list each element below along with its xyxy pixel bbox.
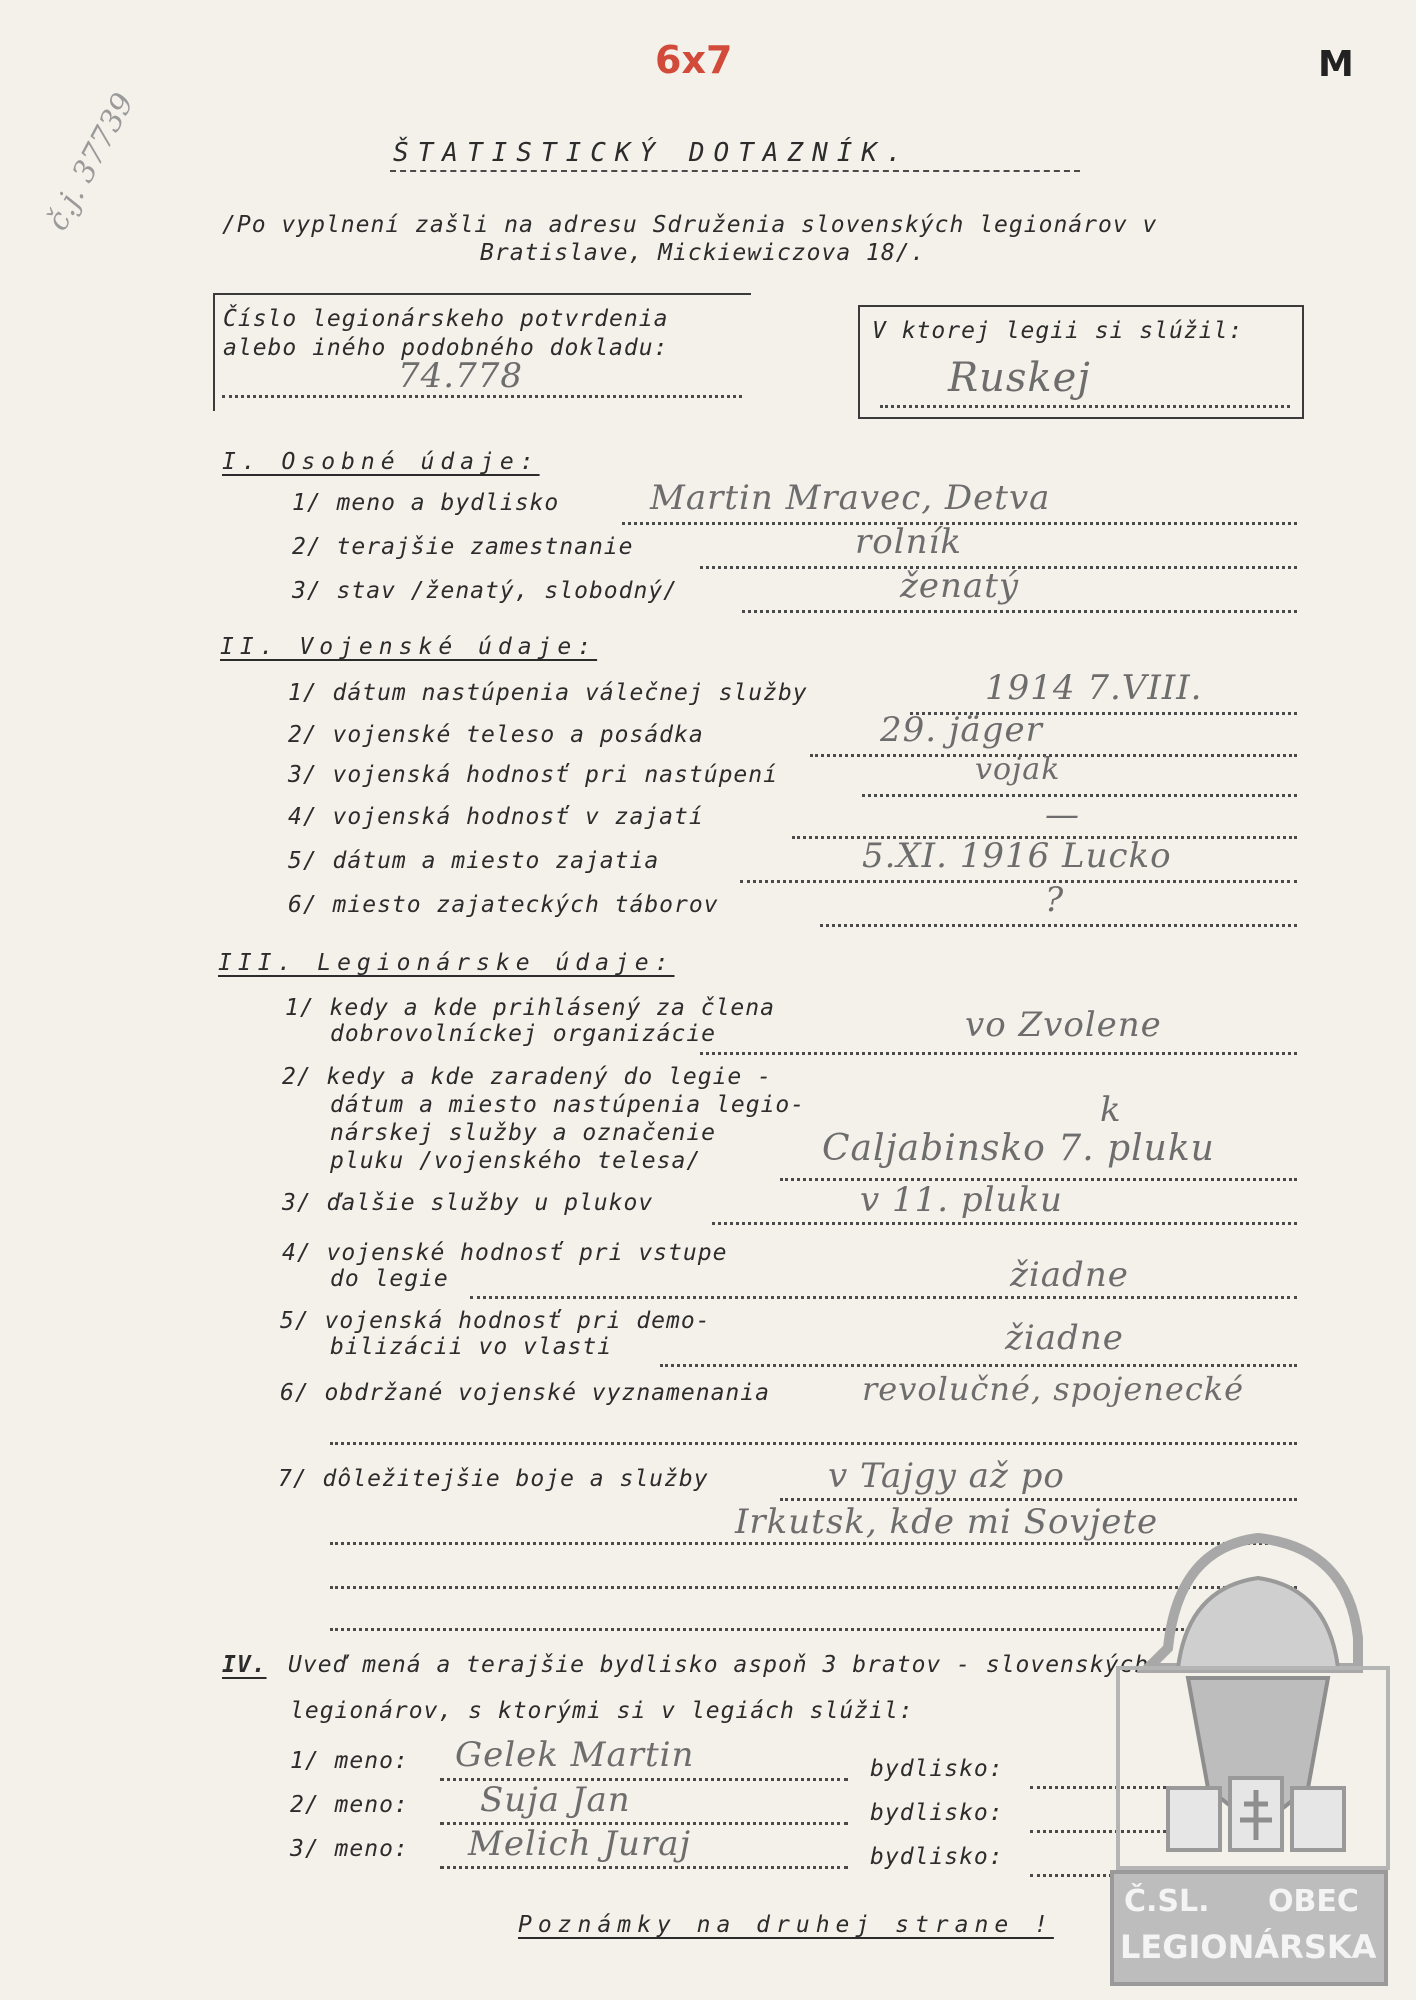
s4-row2-meno-label: 2/ meno: <box>290 1792 409 1818</box>
s3-item1-value: vo Zvolene <box>965 1005 1162 1045</box>
s3-item3-value: v 11. pluku <box>860 1180 1063 1220</box>
s3-item4-value: žiadne <box>1010 1255 1129 1295</box>
legionnaire-emblem-icon <box>1108 1528 1390 1988</box>
section2-heading: II. Vojenské údaje: <box>220 634 598 660</box>
instruction-line1: /Po vyplnení zašli na adresu Sdruženia slovenských legionárov v <box>222 212 1158 238</box>
s2-item1-label: 1/ dátum nastúpenia válečnej služby <box>288 680 808 706</box>
s3-item7-value1: v Tajgy až po <box>828 1456 1065 1496</box>
s3-item6-label: 6/ obdržané vojenské vyznamenania <box>280 1380 770 1406</box>
s2-item5-label: 5/ dátum a miesto zajatia <box>288 848 660 874</box>
s3-item1-dots <box>700 1052 1297 1055</box>
s1-item1-value: Martin Mravec, Detva <box>650 478 1051 518</box>
s2-item5-dots <box>740 880 1297 883</box>
section4-heading: IV. <box>222 1652 267 1678</box>
s3-item7-label: 7/ dôležitejšie boje a služby <box>278 1466 709 1492</box>
s4-row3-meno-dots <box>440 1866 848 1869</box>
s2-item4-value: — <box>1045 795 1080 835</box>
title-underline <box>390 170 1080 172</box>
s3-item3-label: 3/ ďalšie služby u plukov <box>282 1190 654 1216</box>
s3-item4-line1: 4/ vojenské hodnosť pri vstupe <box>282 1240 728 1266</box>
section4-text-line1: Uveď mená a terajšie bydlisko aspoň 3 bratov - slovenských <box>288 1652 1150 1678</box>
s3-item7-value2: Irkutsk, kde mi Sovjete <box>735 1502 1159 1542</box>
box-left-label1: Číslo legionárskeho potvrdenia <box>223 306 669 332</box>
stamp-line2: OBEC <box>1268 1884 1359 1919</box>
s2-item5-value: 5.XI. 1916 Lucko <box>862 836 1172 876</box>
s4-row2-bydlisko-label: bydlisko: <box>870 1800 1004 1826</box>
s4-row1-meno-label: 1/ meno: <box>290 1748 409 1774</box>
s3-item5-line2: bilizácii vo vlasti <box>330 1334 613 1360</box>
s4-row3-meno-label: 3/ meno: <box>290 1836 409 1862</box>
s2-item2-label: 2/ vojenské teleso a posádka <box>288 722 704 748</box>
s3-item4-dots <box>470 1296 1297 1299</box>
s3-item2-value-a: k <box>1100 1090 1122 1130</box>
s3-item5-dots <box>660 1364 1297 1367</box>
instruction-line2: Bratislave, Mickiewiczova 18/. <box>480 240 926 266</box>
s2-item1-value: 1914 7.VIII. <box>985 668 1203 708</box>
legion-stamp <box>1108 1528 1390 1988</box>
s3-item5-line1: 5/ vojenská hodnosť pri demo- <box>280 1308 711 1334</box>
s1-item3-label: 3/ stav /ženatý, slobodný/ <box>292 578 679 604</box>
s4-row3-meno: Melich Juraj <box>468 1824 692 1864</box>
s3-item1-line1: 1/ kedy a kde prihlásený za člena <box>285 995 775 1021</box>
section1-heading: I. Osobné údaje: <box>222 449 540 475</box>
s2-item3-label: 3/ vojenská hodnosť pri nastúpení <box>288 762 778 788</box>
s3-item2-value-b: Caljabinsko 7. pluku <box>822 1128 1215 1169</box>
s2-item4-label: 4/ vojenská hodnosť v zajatí <box>288 804 704 830</box>
s3-item2-line3: nárskej služby a označenie <box>330 1120 717 1146</box>
s1-item2-value: rolník <box>855 522 962 562</box>
box-left-value: 74.778 <box>398 356 523 396</box>
box-right-dots <box>880 405 1290 408</box>
s4-row1-bydlisko-label: bydlisko: <box>870 1756 1004 1782</box>
s3-item2-line4: pluku /vojenského telesa/ <box>330 1148 702 1174</box>
section3-heading: III. Legionárske údaje: <box>218 950 675 976</box>
form-title: ŠTATISTICKÝ DOTAZNÍK. <box>393 138 911 168</box>
red-number: 6x7 <box>655 38 733 82</box>
section4-text-line2: legionárov, s ktorými si v legiách slúžil: <box>290 1698 914 1724</box>
s1-item3-value: ženatý <box>900 566 1020 606</box>
s4-row1-meno: Gelek Martin <box>455 1735 695 1775</box>
corner-mark: M <box>1318 44 1354 85</box>
footer-note: Poznámky na druhej strane ! <box>518 1912 1054 1938</box>
box-right-value: Ruskej <box>948 355 1091 401</box>
box-right-label: V ktorej legii si slúžil: <box>872 318 1244 344</box>
s3-item3-dots <box>712 1222 1297 1225</box>
pencil-mark: č.j. 37739 <box>40 87 142 237</box>
s2-item6-label: 6/ miesto zajateckých táborov <box>288 892 719 918</box>
s1-item2-label: 2/ terajšie zamestnanie <box>292 534 634 560</box>
s3-item2-line1: 2/ kedy a kde zaradený do legie - <box>282 1064 772 1090</box>
s3-item4-line2: do legie <box>330 1266 449 1292</box>
stamp-line1: Č.SL. <box>1124 1884 1210 1919</box>
s2-item6-dots <box>820 924 1297 927</box>
s3-item7-dots1 <box>780 1498 1297 1501</box>
box-left-label2: alebo iného podobného dokladu: <box>223 335 669 361</box>
s1-item3-dots <box>742 610 1297 613</box>
s3-item5-value: žiadne <box>1005 1318 1124 1358</box>
stamp-line3: LEGIONÁRSKA <box>1120 1928 1377 1966</box>
s1-item1-label: 1/ meno a bydlisko <box>292 490 560 516</box>
s4-row3-bydlisko-label: bydlisko: <box>870 1844 1004 1870</box>
s2-item6-value: ? <box>1045 880 1065 920</box>
s3-item2-line2: dátum a miesto nastúpenia legio- <box>330 1092 806 1118</box>
s2-item2-value: 29. jäger <box>880 710 1043 750</box>
s3-item1-line2: dobrovolníckej organizácie <box>330 1021 717 1047</box>
s3-item6-dots2 <box>330 1442 1297 1445</box>
s4-row2-meno: Suja Jan <box>480 1780 631 1820</box>
s3-item6-value: revolučné, spojenecké <box>862 1370 1245 1408</box>
s2-item3-value: vojak <box>975 752 1061 787</box>
